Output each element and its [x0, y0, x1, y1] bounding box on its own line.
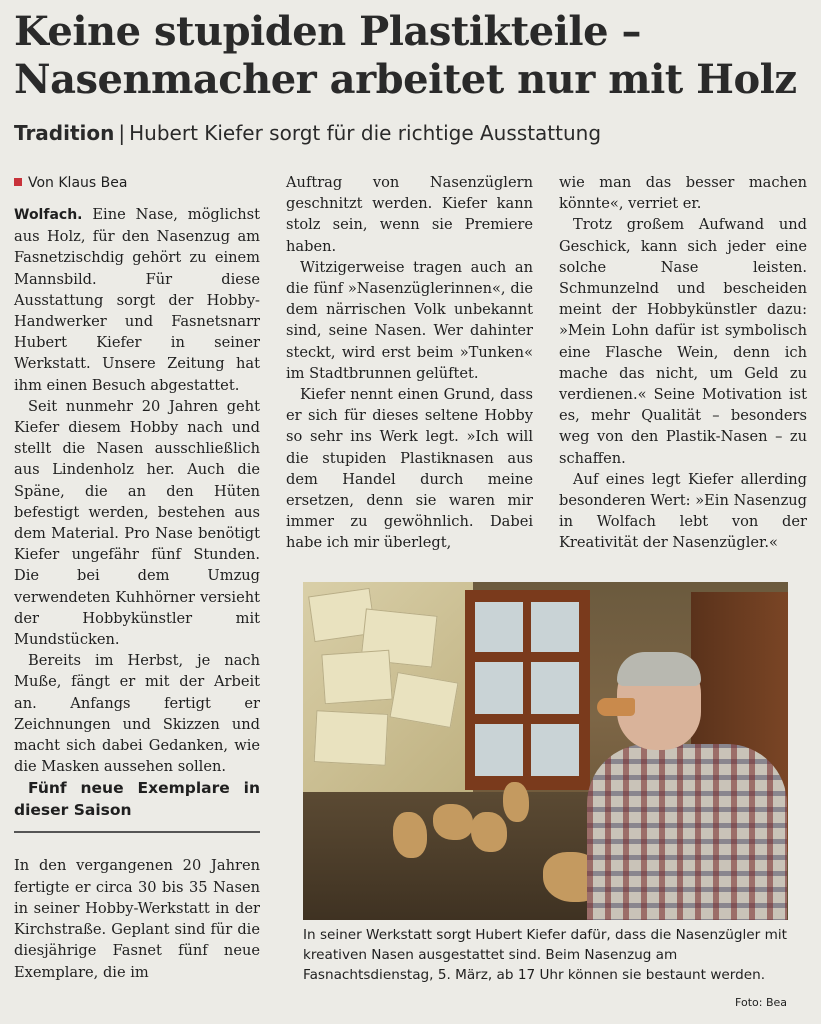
paragraph: Bereits im Herbst, je nach Muße, fängt er mit der Arbeit an. Anfangs fertigt er Zeichnungen und Skizzen und macht sich dabei Gedanken, wie die Masken aussehen sollen. [14, 652, 260, 776]
kicker-separator: | [118, 121, 126, 145]
headline-line-1: Keine stupiden Plastikteile – [14, 8, 641, 55]
paragraph: Auf eines legt Kiefer allerding besonderen Wert: »Ein Nasenzug in Wolfach lebt von der Kreativität der Nasenzügler.« [559, 470, 807, 552]
photo-window [465, 590, 590, 790]
photo-carved-nose [471, 812, 507, 852]
dateline: Wolfach. [14, 207, 83, 223]
column-3 [559, 172, 807, 554]
headline-line-2: Nasenmacher arbeitet nur mit Holz [14, 56, 797, 103]
photo-window-pane [475, 602, 523, 652]
byline-marker-icon [14, 178, 22, 186]
paragraph: Witzigerweise tragen auch an die fünf »Nasenzüglerinnen«, die dem närrischen Volk unbekannt sind, seine Nasen. Wer dahinter steckt, wird erst beim »Tunken« im Stadtbrunnen gelüftet. [286, 258, 533, 382]
photo-window-pane [531, 662, 579, 714]
paragraph-text: Eine Nase, möglichst aus Holz, für den Nasenzug am Fasnetzischdig gehört zu einem Mannsbild. Für diese Ausstattung sorgt der Hobby-Handwerker und Fasnetsnarr Hubert Kiefer in seiner Werkstatt. Unsere Zeitung hat ihm einen Besuch abgestattet. [14, 206, 260, 394]
photo-window-pane [475, 662, 523, 714]
subheading: Fünf neue Exemplare in dieser Saison [14, 777, 260, 833]
kicker: Tradition [14, 121, 115, 145]
photo-hair [617, 652, 701, 686]
paragraph: wie man das besser machen könnte«, verriet er. [559, 174, 807, 213]
subheading-gap [14, 833, 260, 855]
photo-wooden-nose [597, 698, 635, 716]
photo-paper [314, 710, 389, 766]
byline [14, 172, 260, 194]
paragraph: Trotz großem Aufwand und Geschick, kann sich jeder eine solche Nase leisten. Schmunzelnd und bescheiden meint der Hobbykünstler dazu: »Mein Lohn dafür ist symbolisch eine Flasche Wein, denn ich mache das nicht, um Geld zu verdienen.« Seine Motivation ist es, mehr Qualität – besonders weg von den Plastik-Nasen – zu schaffen. [559, 216, 807, 467]
photo-paper [321, 650, 392, 705]
photo-plaid-shirt [587, 744, 787, 920]
paragraph: Seit nunmehr 20 Jahren geht Kiefer diesem Hobby nach und stellt die Nasen ausschließlich aus Lindenholz her. Auch die Späne, die an den Hüten befestigt werden, bestehen aus dem Material. Pro Nase benötigt Kiefer ungefähr fünf Stunden. Die bei dem Umzug verwendeten Kuhhörner versieht der Hobbykünstler mit Mundstücken. [14, 397, 260, 649]
photo-hubert-kiefer [595, 652, 785, 920]
photo-carved-nose [503, 782, 529, 822]
photo-credit: Foto: Bea [735, 996, 787, 1009]
paragraph: In den vergangenen 20 Jahren fertigte er circa 30 bis 35 Nasen in seiner Hobby-Werkstatt in der Kirchstraße. Geplant sind für die diesjährige Fasnet fünf neue Exemplare, die im [14, 857, 260, 981]
photo-window-pane [475, 724, 523, 776]
paragraph [14, 204, 260, 396]
paragraph: Kiefer nennt einen Grund, dass er sich für dieses seltene Hobby so sehr ins Werk legt. »Ich will die stupiden Plastiknasen aus dem Handel durch meine ersetzen, denn sie waren mir immer zu gewöhnlich. Dabei habe ich mir überlegt, [286, 386, 533, 552]
photo-carved-nose [433, 804, 473, 840]
subheadline [14, 120, 601, 146]
headline [14, 8, 814, 104]
paragraph: Auftrag von Nasenzüglern geschnitzt werden. Kiefer kann stolz sein, wenn sie Premiere haben. [286, 174, 533, 255]
photo-caption: In seiner Werkstatt sorgt Hubert Kiefer dafür, dass die Nasenzügler mit kreativen Nasen ausgestattet sind. Beim Nasenzug am Fasnachtsdienstag, 5. März, ab 17 Uhr können sie bestaunt werden. [303, 927, 787, 983]
photo-window-pane [531, 724, 579, 776]
article-photo [303, 582, 788, 920]
column-1 [14, 172, 260, 983]
byline-text: Von Klaus Bea [28, 175, 128, 191]
subtitle: Hubert Kiefer sorgt für die richtige Ausstattung [129, 121, 602, 145]
photo-carved-nose [393, 812, 427, 858]
photo-window-pane [531, 602, 579, 652]
column-2 [286, 172, 533, 554]
